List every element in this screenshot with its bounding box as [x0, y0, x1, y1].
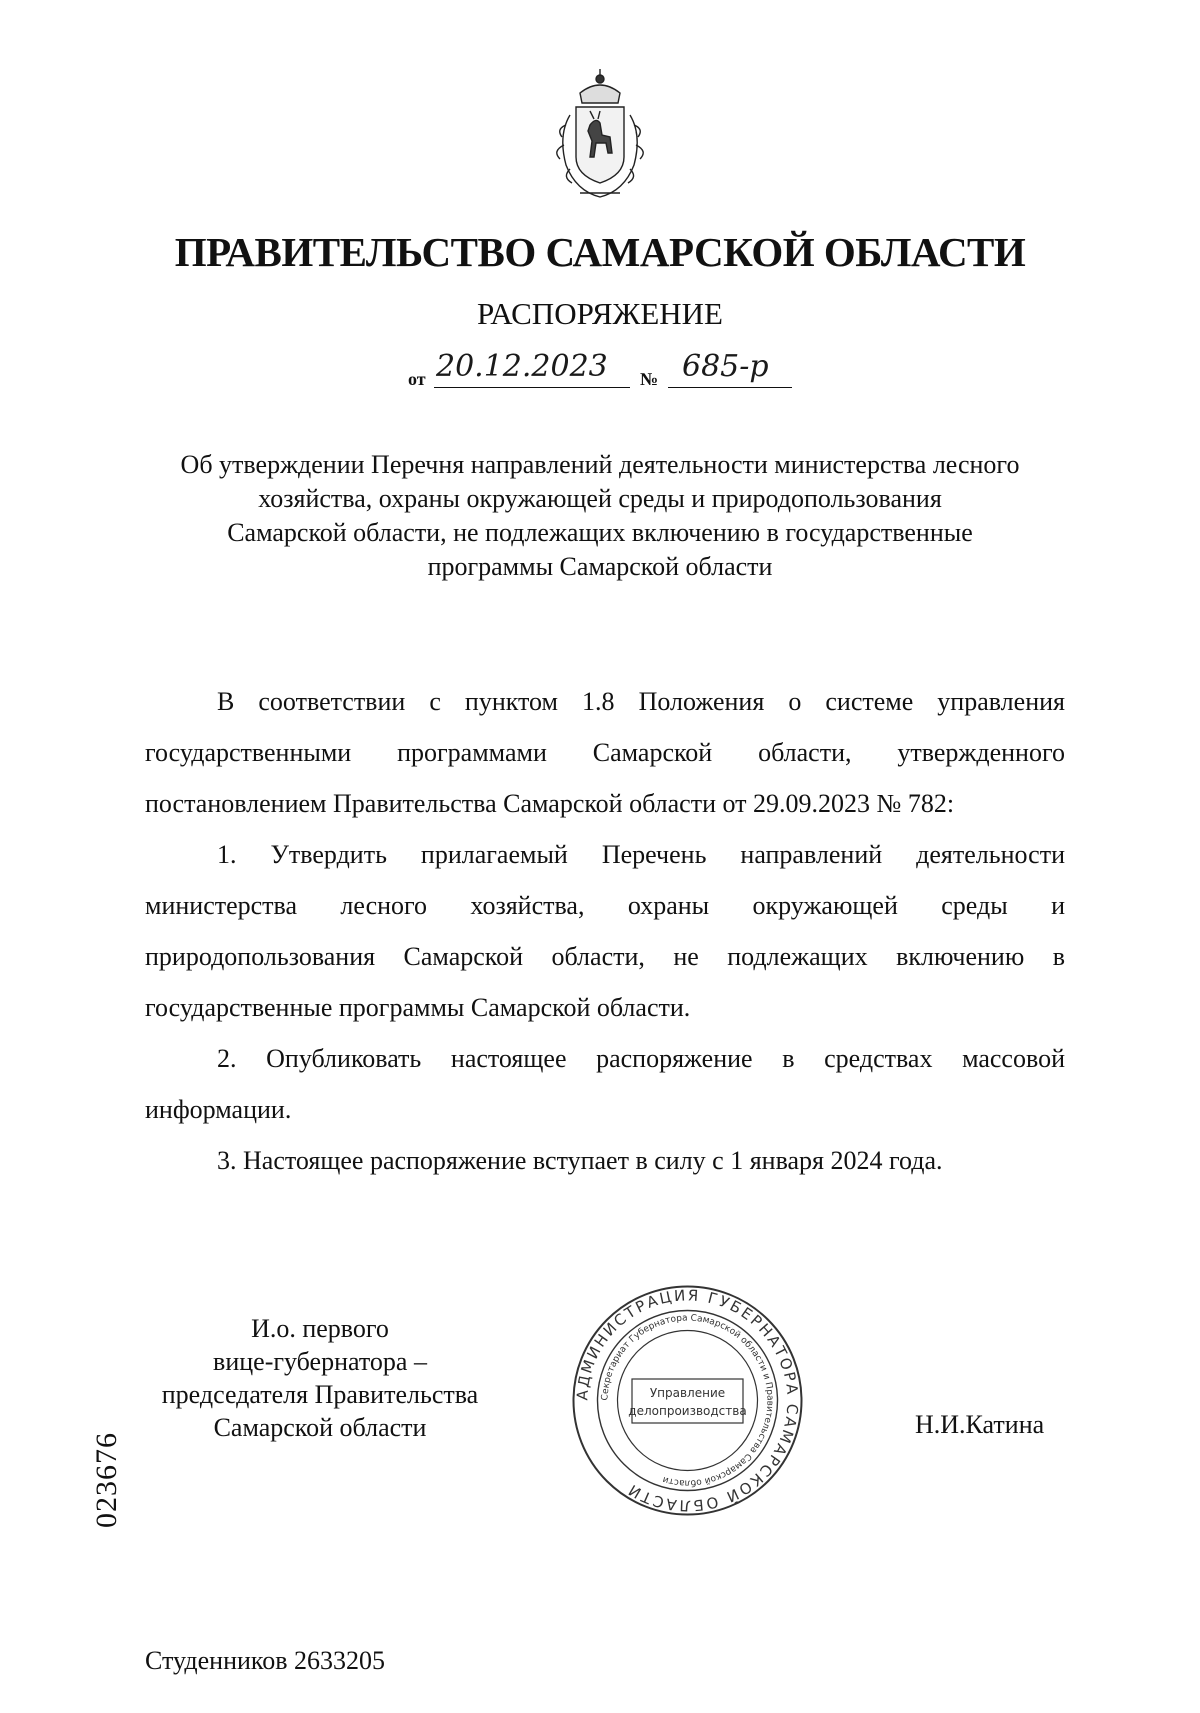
signer-title	[140, 1312, 500, 1444]
body-paragraph-item-3: 3. Настоящее распоряжение вступает в силу с 1 января 2024 года.	[217, 1146, 943, 1175]
date-handwritten: 20.12.2023	[436, 349, 608, 384]
subject-line: программы Самарской области	[427, 552, 773, 581]
date-underline	[434, 387, 630, 388]
body-paragraph-item-2: 2. Опубликовать настоящее распоряжение в средствах массовой информации.	[145, 1044, 1065, 1124]
seal-center-line: Управление	[649, 1386, 726, 1400]
signer-name: Н.И.Катина	[915, 1410, 1045, 1439]
coat-of-arms-emblem	[540, 65, 660, 205]
body-paragraph-preamble: В соответствии с пунктом 1.8 Положения о системе управления государственными программами Самарской области, утвержденного постановлением Правительства Самарской области от 29.09.2023 № 782:	[145, 687, 1065, 818]
document-body	[145, 676, 1065, 1186]
signer-title-line: Самарской области	[213, 1413, 427, 1442]
signer-title-line: вице-губернатора –	[213, 1347, 427, 1376]
organization-title: ПРАВИТЕЛЬСТВО САМАРСКОЙ ОБЛАСТИ	[174, 229, 1026, 275]
body-paragraph-item-1: 1. Утвердить прилагаемый Перечень направлений деятельности министерства лесного хозяйства, охраны окружающей среды и природопользования Самарской области, не подлежащих включению в государственные программы Самарской области.	[145, 840, 1065, 1022]
subject-line: хозяйства, охраны окружающей среды и природопользования	[258, 484, 942, 513]
number-underline	[668, 387, 792, 388]
seal-inner-text: Секретариат Губернатора Самарской области и Правительства Самарской области	[600, 1313, 775, 1488]
date-prefix: от	[408, 369, 426, 389]
svg-text:Секретариат Губернатора Самарс	[600, 1313, 774, 1487]
seal-outer-text: АДМИНИСТРАЦИЯ ГУБЕРНАТОРА САМАРСКОЙ ОБЛАСТИ	[573, 1286, 802, 1515]
executor-contact: Студенников 2633205	[145, 1646, 385, 1675]
subject-line: Об утверждении Перечня направлений деятельности министерства лесного	[180, 450, 1020, 479]
document-subject	[130, 448, 1070, 584]
number-handwritten: 685-р	[682, 349, 769, 384]
signer-title-line: председателя Правительства	[161, 1380, 479, 1409]
seal-center-line: делопроизводства	[628, 1404, 747, 1418]
registration-line	[400, 349, 820, 395]
registration-number: 023676	[90, 1432, 123, 1528]
document-type: РАСПОРЯЖЕНИЕ	[477, 296, 723, 331]
signer-title-line: И.о. первого	[251, 1314, 389, 1343]
subject-line: Самарской области, не подлежащих включению в государственные	[227, 518, 973, 547]
official-seal-stamp	[570, 1283, 805, 1518]
number-prefix: №	[640, 369, 659, 389]
